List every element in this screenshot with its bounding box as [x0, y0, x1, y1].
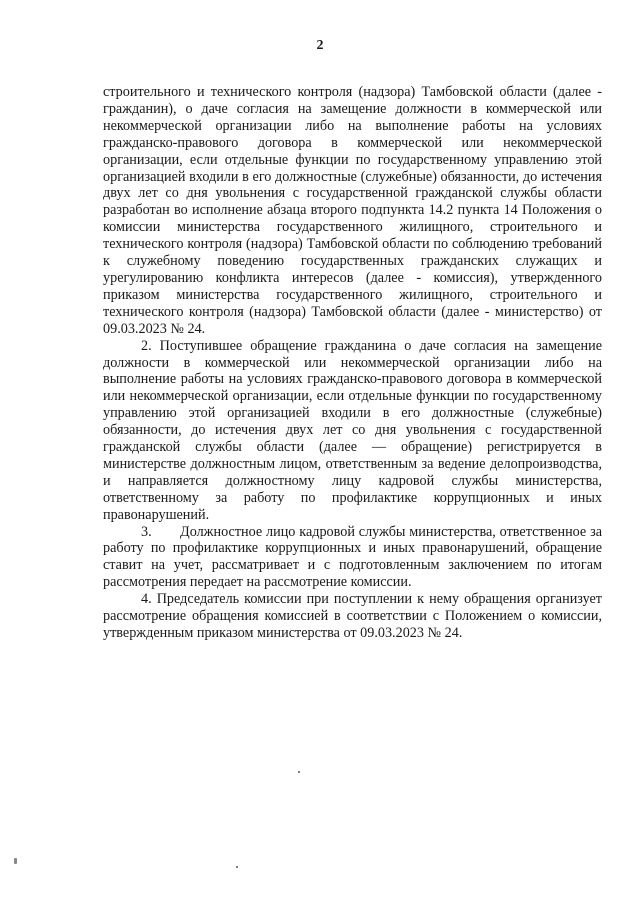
paragraph-3: 3. Должностное лицо кадровой службы министерства, ответственное за работу по профилактике коррупционных и иных правонарушений, обращение ставит на учет, рассматривает и с подготовленным заключением по итогам рассмотрения передает на рассмотрение комиссии.	[103, 523, 602, 591]
paragraph-2: 2. Поступившее обращение гражданина о даче согласия на замещение должности в коммерческой или некоммерческой организации либо на выполнение работы на условиях гражданско-правового договора в коммерческой или некоммерческой организации, если отдельные функции по государственному управлению этой организацией входили в его должностные (служебные) обязанности, до истечения двух лет со дня увольнения с государственной гражданской службы области (далее — обращение) регистрируется в министерстве должностным лицом, ответственным за ведение делопроизводства, и направляется должностному лицу кадровой службы министерства, ответственному за работу по профилактике коррупционных и иных правонарушений.	[103, 337, 602, 523]
paragraph-1: строительного и технического контроля (надзора) Тамбовской области (далее - гражданин), о даче согласия на замещение должности в коммерческой или некоммерческой организации либо на выполнение работы на условиях гражданско-правового договора в коммерческой или некоммерческой организации, если отдельные функции по государственному управлению этой организацией входили в его должностные (служебные) обязанности, до истечения двух лет со дня увольнения с государственной гражданской службы области разработан во исполнение абзаца второго подпункта 14.2 пункта 14 Положения о комиссии министерства государственного жилищного, строительного и технического контроля (надзора) Тамбовской области по соблюдению требований к служебному поведению государственных гражданских служащих и урегулированию конфликта интересов (далее - комиссия), утвержденного приказом министерства государственного жилищного, строительного и технического контроля (надзора) Тамбовской области (далее - министерство) от 09.03.2023 № 24.	[103, 84, 602, 337]
scan-speck	[236, 866, 238, 868]
page-number: 2	[316, 38, 324, 53]
paragraph-4: 4. Председатель комиссии при поступлении к нему обращения организует рассмотрение обращения комиссией в соответствии с Положением о комиссии, утвержденным приказом министерства от 09.03.2023 № 24.	[103, 591, 602, 641]
scan-speck	[14, 858, 17, 864]
document-body	[103, 84, 602, 642]
scan-speck	[298, 771, 300, 773]
